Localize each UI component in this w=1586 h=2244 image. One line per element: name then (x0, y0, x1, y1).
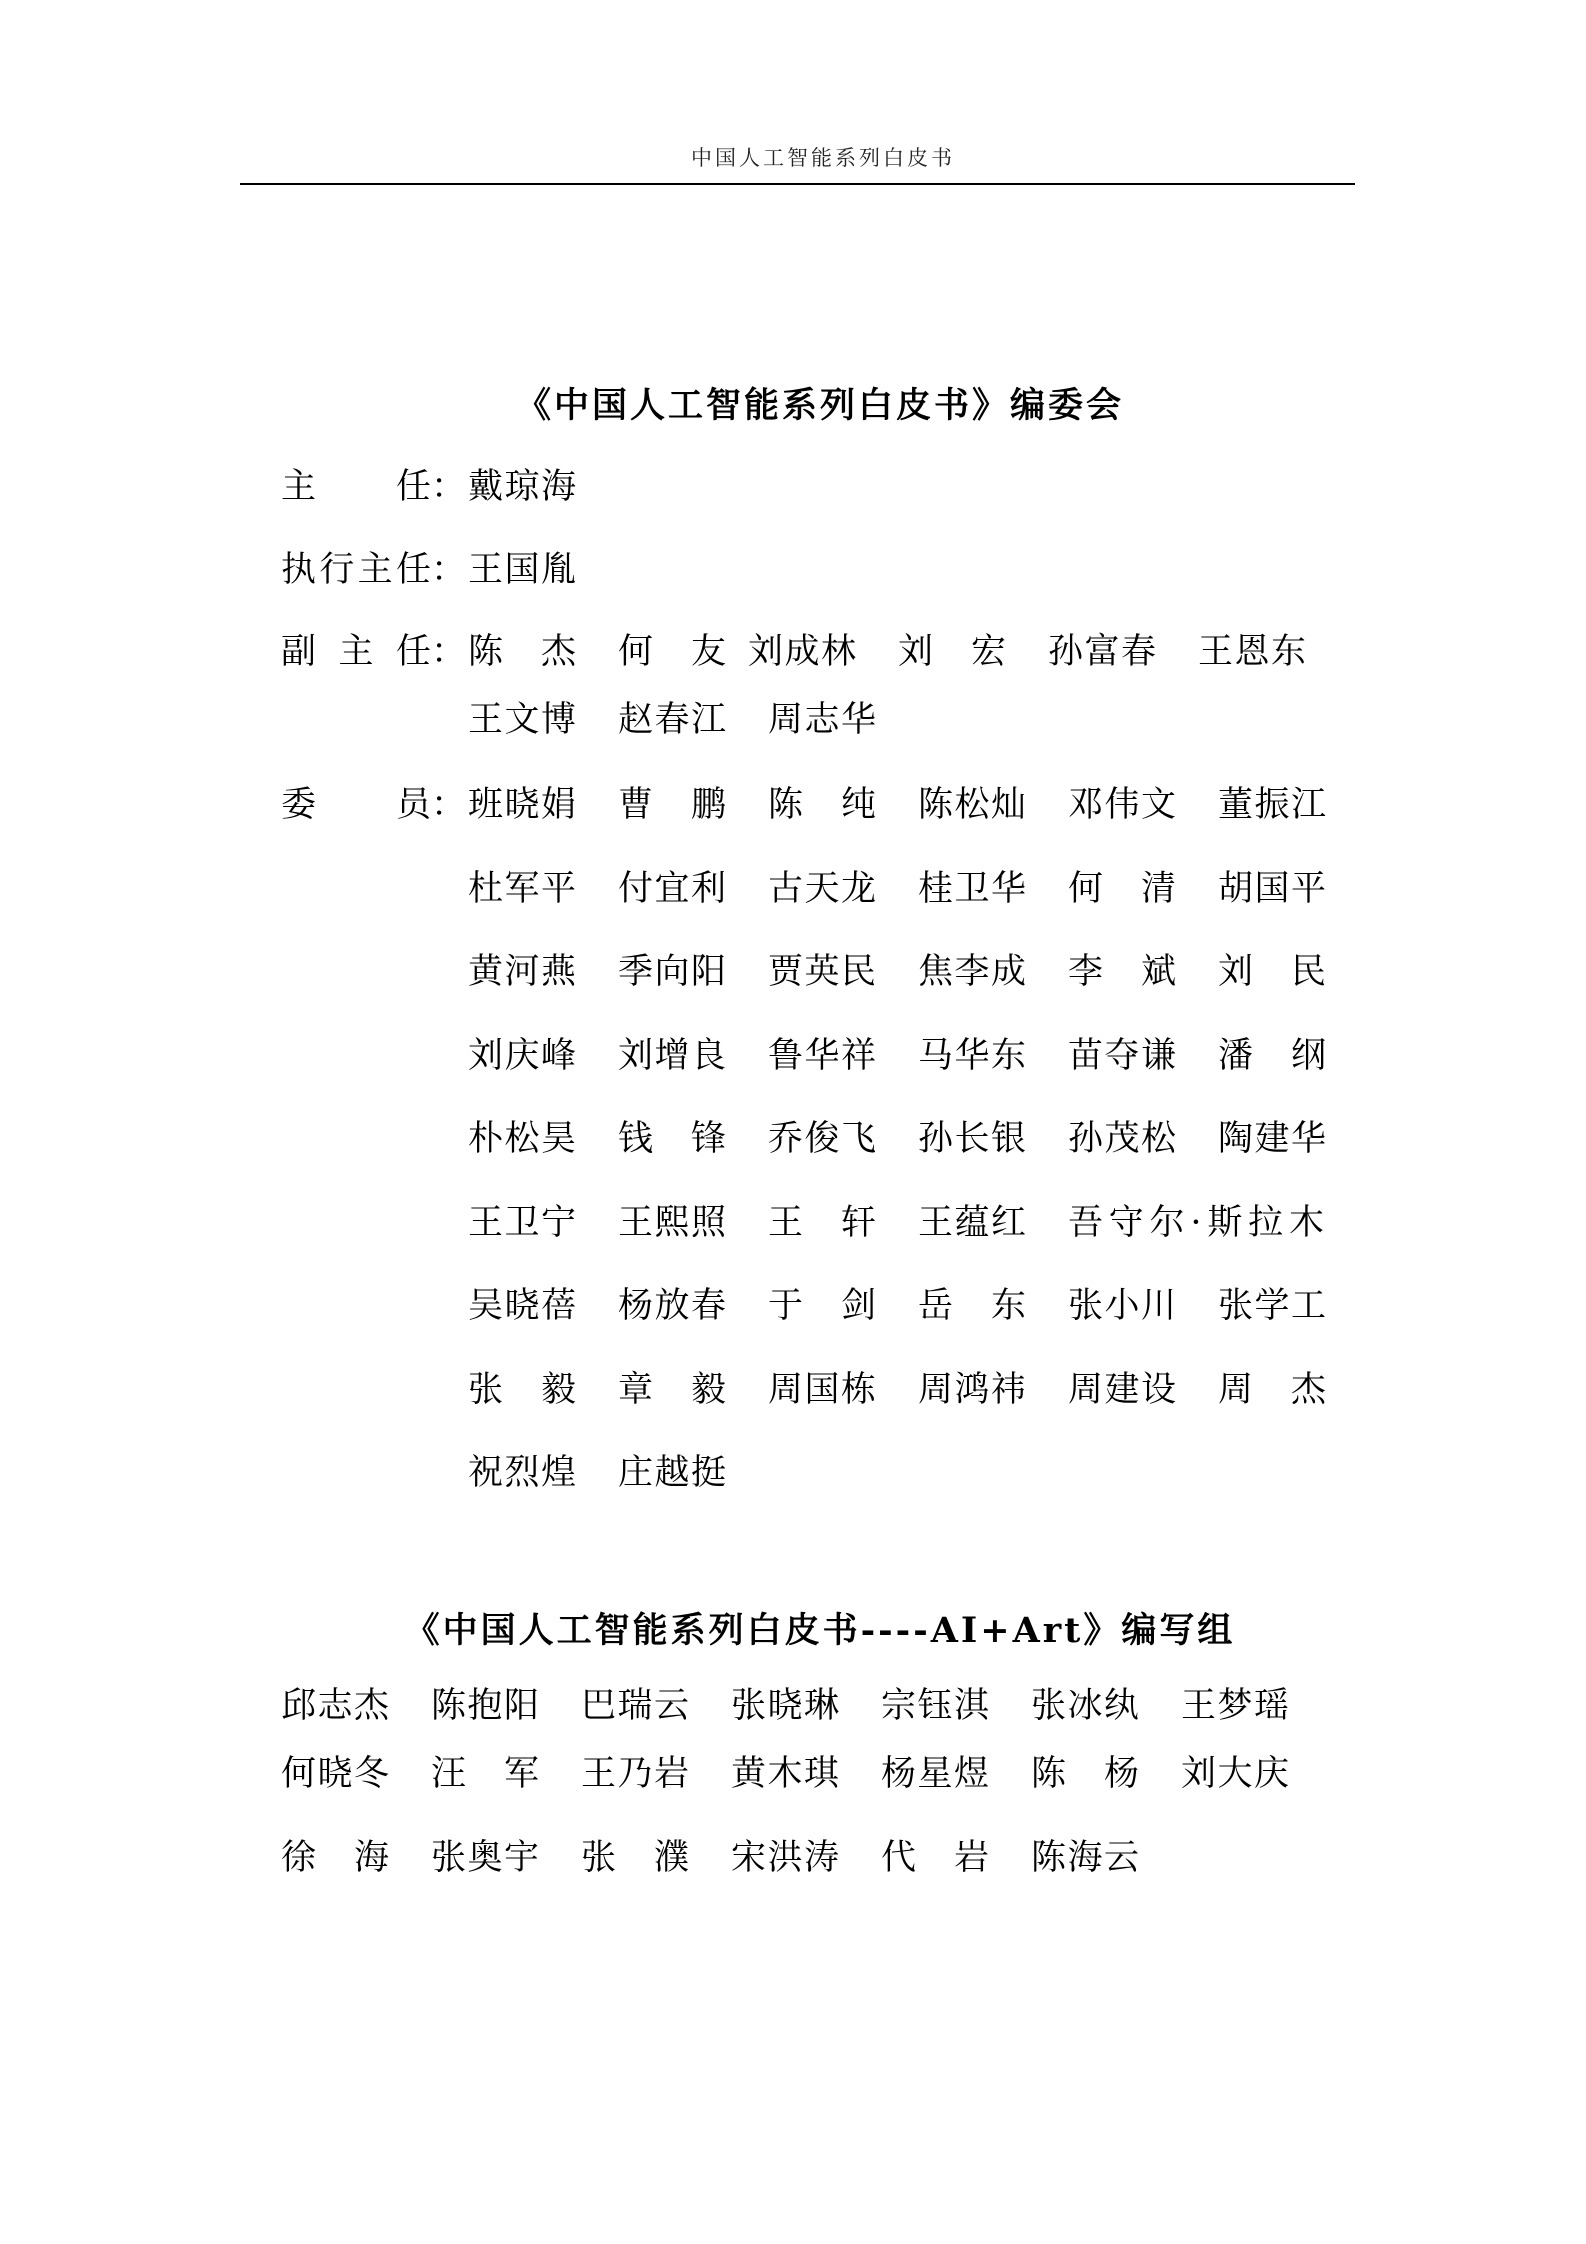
person-name: 贾英民 (768, 952, 876, 992)
person-name: 胡国平 (1218, 868, 1326, 909)
person-name: 王国胤 (468, 550, 576, 590)
person-name: 张毅 (468, 1369, 576, 1410)
person-name: 焦李成 (918, 952, 1026, 992)
person-name: 邱志杰 (281, 1686, 389, 1726)
person-name: 古天龙 (768, 868, 876, 909)
person-name: 宋洪涛 (731, 1838, 839, 1878)
person-name: 陈抱阳 (431, 1686, 539, 1726)
person-name: 于剑 (768, 1286, 876, 1326)
person-name: 徐海 (281, 1838, 389, 1878)
person-name: 班晓娟 (468, 785, 576, 825)
person-name: 陈杰 (468, 632, 576, 672)
running-head: 中国人工智能系列白皮书 (691, 146, 955, 170)
person-name: 孙富春 (1048, 632, 1156, 672)
person-name: 庄越挺 (618, 1453, 726, 1493)
person-name: 周建设 (1068, 1369, 1176, 1410)
person-name: 董振江 (1218, 785, 1326, 825)
person-name: 张晓琳 (731, 1686, 839, 1726)
members-label: 委员 (281, 785, 431, 825)
person-name: 杨放春 (618, 1286, 726, 1326)
person-name: 戴琼海 (468, 467, 576, 507)
person-name: 张奥宇 (431, 1838, 539, 1878)
person-name: 杨星煜 (881, 1754, 989, 1794)
person-name: 黄河燕 (468, 952, 576, 992)
person-name: 季向阳 (618, 952, 726, 992)
person-name: 刘成林 (748, 632, 856, 672)
person-name: 刘庆峰 (468, 1035, 576, 1076)
person-name: 章毅 (618, 1369, 726, 1410)
person-name: 王文博 (468, 700, 576, 740)
person-name: 周志华 (768, 700, 876, 740)
person-name: 刘增良 (618, 1035, 726, 1076)
person-name: 宗钰淇 (881, 1686, 989, 1726)
colon: ： (431, 550, 467, 590)
person-name: 乔俊飞 (768, 1119, 876, 1159)
person-name: 吾守尔·斯拉木 (1068, 1202, 1324, 1243)
header-rule (240, 183, 1355, 185)
person-name: 刘宏 (898, 632, 1006, 672)
person-name: 陈松灿 (918, 785, 1026, 825)
person-name: 王轩 (768, 1202, 876, 1243)
person-name: 岳东 (918, 1286, 1026, 1326)
person-name: 潘纲 (1218, 1035, 1326, 1076)
director-label: 主任 (281, 467, 431, 507)
person-name: 王梦瑶 (1181, 1686, 1289, 1726)
person-name: 刘大庆 (1181, 1754, 1289, 1794)
person-name: 张冰纨 (1031, 1686, 1139, 1726)
person-name: 鲁华祥 (768, 1035, 876, 1076)
person-name: 陶建华 (1218, 1119, 1326, 1159)
person-name: 王蕴红 (918, 1202, 1026, 1243)
person-name: 张濮 (581, 1838, 689, 1878)
person-name: 周杰 (1218, 1369, 1326, 1410)
person-name: 何友 (618, 632, 726, 672)
person-name: 何清 (1068, 868, 1176, 909)
person-name: 朴松昊 (468, 1119, 576, 1159)
person-name: 付宜利 (618, 868, 726, 909)
person-name: 桂卫华 (918, 868, 1026, 909)
person-name: 代岩 (881, 1838, 989, 1878)
person-name: 刘民 (1218, 952, 1326, 992)
person-name: 周鸿祎 (918, 1369, 1026, 1410)
person-name: 巴瑞云 (581, 1686, 689, 1726)
person-name: 钱锋 (618, 1119, 726, 1159)
person-name: 赵春江 (618, 700, 726, 740)
person-name: 王熙照 (618, 1202, 726, 1243)
colon: ： (431, 785, 467, 825)
executive-director-label: 执行主任 (281, 550, 431, 590)
person-name: 孙茂松 (1068, 1119, 1176, 1159)
colon: ： (431, 467, 467, 507)
person-name: 汪军 (431, 1754, 539, 1794)
person-name: 孙长银 (918, 1119, 1026, 1159)
person-name: 张学工 (1218, 1286, 1326, 1326)
colon: ： (431, 632, 467, 672)
person-name: 曹鹏 (618, 785, 726, 825)
committee-title: 《中国人工智能系列白皮书》编委会 (515, 385, 1124, 426)
person-name: 周国栋 (768, 1369, 876, 1410)
person-name: 祝烈煌 (468, 1453, 576, 1493)
person-name: 何晓冬 (281, 1754, 389, 1794)
writing-group-title: 《中国人工智能系列白皮书----AI+Art》编写组 (404, 1610, 1236, 1651)
person-name: 马华东 (918, 1035, 1026, 1076)
person-name: 吴晓蓓 (468, 1286, 576, 1326)
person-name: 苗夺谦 (1068, 1035, 1176, 1076)
person-name: 陈纯 (768, 785, 876, 825)
person-name: 李斌 (1068, 952, 1176, 992)
deputy-directors-label: 副主任 (281, 632, 431, 672)
person-name: 杜军平 (468, 868, 576, 909)
person-name: 黄木琪 (731, 1754, 839, 1794)
person-name: 王恩东 (1198, 632, 1306, 672)
person-name: 王卫宁 (468, 1202, 576, 1243)
person-name: 王乃岩 (581, 1754, 689, 1794)
person-name: 邓伟文 (1068, 785, 1176, 825)
person-name: 陈杨 (1031, 1754, 1139, 1794)
person-name: 陈海云 (1031, 1838, 1139, 1878)
person-name: 张小川 (1068, 1286, 1176, 1326)
